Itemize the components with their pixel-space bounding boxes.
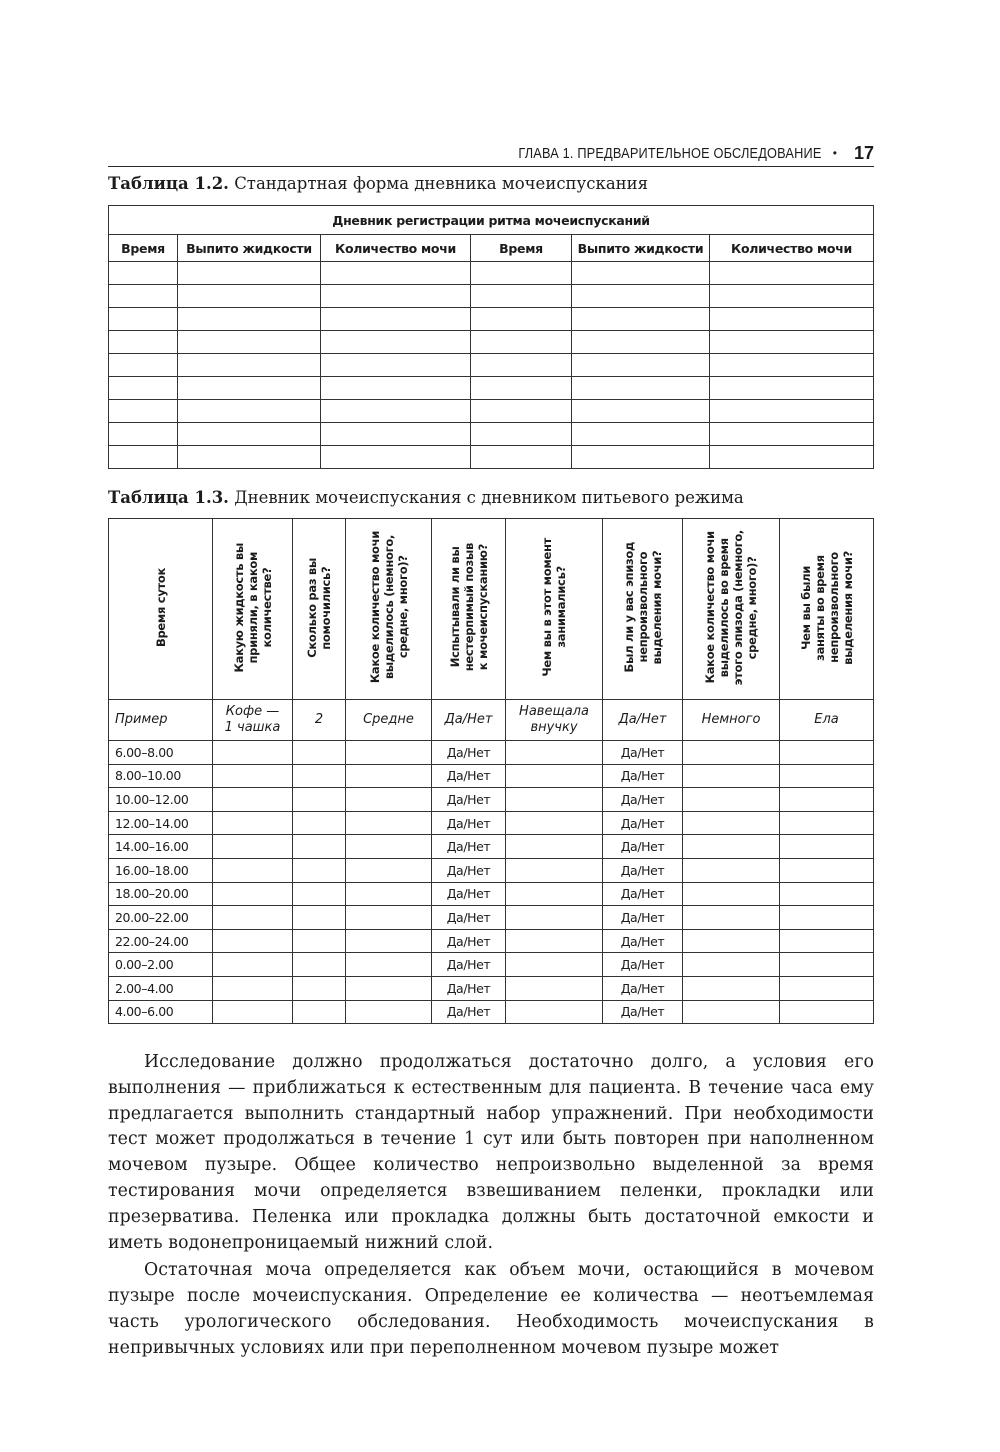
empty-cell: [572, 446, 710, 469]
table-row: [109, 400, 874, 423]
urge-cell: Да/Нет: [432, 1000, 506, 1024]
empty-cell: [780, 764, 874, 788]
t3-col-header-text: Был ли у вас эпизод непроизвольного выделения мочи?: [621, 542, 664, 673]
table-row: [109, 953, 874, 977]
leak-cell: Да/Нет: [603, 764, 683, 788]
empty-cell: [572, 423, 710, 446]
t2-col-header: Выпито жидкости: [178, 235, 321, 262]
table-row: [109, 929, 874, 953]
empty-cell: [178, 400, 321, 423]
table-row: [109, 423, 874, 446]
empty-cell: [213, 811, 293, 835]
table-1-3-caption-text: Дневник мочеиспускания с дневником питьевого режима: [234, 488, 744, 507]
empty-cell: [683, 741, 780, 765]
empty-cell: [710, 423, 874, 446]
empty-cell: [506, 906, 603, 930]
urge-cell: Да/Нет: [432, 953, 506, 977]
empty-cell: [213, 1000, 293, 1024]
paragraph: Исследование должно продолжаться достаточно долго, а условия его выполнения — приближаться к естественным для пациента. В течение часа ему предлагается выполнить стандартный набор упражнений. При необходимости тест может продолжаться в течение 1 сут или быть повторен при наполненном мочевом пузыре. Общее количество непроизвольно выделенной за время тестирования мочи определяется взвешиванием пеленки, прокладки или презерватива. Пеленка или прокладка должны быть достаточной емкости и иметь водонепроницаемый нижний слой.: [108, 1052, 874, 1253]
table-row: [109, 308, 874, 331]
empty-cell: [572, 262, 710, 285]
table-row: [109, 764, 874, 788]
empty-cell: [710, 400, 874, 423]
t3-col-header: [293, 519, 346, 700]
empty-cell: [178, 308, 321, 331]
example-cell: 2: [293, 700, 346, 741]
table-1-2-label: Таблица 1.2.: [108, 174, 229, 193]
t3-col-header: [506, 519, 603, 700]
leak-cell: Да/Нет: [603, 929, 683, 953]
urge-cell: Да/Нет: [432, 858, 506, 882]
body-text: [108, 1050, 874, 1362]
empty-cell: [506, 1000, 603, 1024]
example-cell: Немного: [683, 700, 780, 741]
empty-cell: [293, 811, 346, 835]
t2-col-header: Количество мочи: [710, 235, 874, 262]
empty-cell: [109, 423, 178, 446]
time-cell: 4.00–6.00: [109, 1000, 213, 1024]
empty-cell: [572, 377, 710, 400]
empty-cell: [293, 764, 346, 788]
header-bullet: •: [832, 146, 837, 160]
empty-cell: [178, 377, 321, 400]
empty-cell: [683, 1000, 780, 1024]
table-1-2-caption: [108, 174, 648, 193]
empty-cell: [321, 262, 471, 285]
empty-cell: [710, 354, 874, 377]
empty-cell: [572, 285, 710, 308]
empty-cell: [780, 976, 874, 1000]
empty-cell: [780, 835, 874, 859]
empty-cell: [710, 262, 874, 285]
empty-cell: [506, 929, 603, 953]
table-row: [109, 1000, 874, 1024]
table-1-2-caption-text: Стандартная форма дневника мочеиспускания: [234, 174, 649, 193]
t2-col-header: Время: [471, 235, 572, 262]
empty-cell: [572, 354, 710, 377]
empty-cell: [293, 953, 346, 977]
empty-cell: [780, 882, 874, 906]
empty-cell: [471, 331, 572, 354]
empty-cell: [293, 741, 346, 765]
empty-cell: [178, 423, 321, 446]
empty-cell: [321, 308, 471, 331]
example-cell: Навещала внучку: [506, 700, 603, 741]
empty-cell: [506, 835, 603, 859]
table-1-2-title: Дневник регистрации ритма мочеиспусканий: [109, 206, 874, 235]
empty-cell: [213, 835, 293, 859]
empty-cell: [471, 262, 572, 285]
paragraph: Остаточная моча определяется как объем мочи, остающийся в мочевом пузыре после мочеиспускания. Определение ее количества — неотъемлемая часть урологического обследования. Необходимость мочеиспускания в непривычных условиях или при переполненном мочевом пузыре может: [108, 1260, 874, 1358]
table-row: [109, 446, 874, 469]
empty-cell: [683, 953, 780, 977]
empty-cell: [109, 400, 178, 423]
empty-cell: [346, 764, 432, 788]
empty-cell: [213, 976, 293, 1000]
urge-cell: Да/Нет: [432, 788, 506, 812]
urge-cell: Да/Нет: [432, 764, 506, 788]
t2-col-header: Время: [109, 235, 178, 262]
example-cell: Да/Нет: [603, 700, 683, 741]
empty-cell: [710, 308, 874, 331]
empty-cell: [346, 858, 432, 882]
empty-cell: [293, 788, 346, 812]
empty-cell: [346, 811, 432, 835]
empty-cell: [109, 377, 178, 400]
empty-cell: [683, 906, 780, 930]
time-cell: 2.00–4.00: [109, 976, 213, 1000]
empty-cell: [346, 1000, 432, 1024]
empty-cell: [506, 811, 603, 835]
t3-col-header-text: Сколько раз вы помочились?: [305, 557, 333, 658]
running-head: [108, 140, 874, 167]
empty-cell: [321, 400, 471, 423]
empty-cell: [346, 741, 432, 765]
empty-cell: [683, 929, 780, 953]
empty-cell: [683, 811, 780, 835]
empty-cell: [109, 308, 178, 331]
urge-cell: Да/Нет: [432, 741, 506, 765]
empty-cell: [471, 285, 572, 308]
urge-cell: Да/Нет: [432, 882, 506, 906]
empty-cell: [780, 953, 874, 977]
table-row: [109, 882, 874, 906]
empty-cell: [780, 1000, 874, 1024]
empty-cell: [471, 400, 572, 423]
empty-cell: [346, 882, 432, 906]
t2-col-header: Количество мочи: [321, 235, 471, 262]
empty-cell: [506, 764, 603, 788]
empty-cell: [321, 377, 471, 400]
empty-cell: [683, 858, 780, 882]
empty-cell: [471, 354, 572, 377]
empty-cell: [213, 788, 293, 812]
empty-cell: [213, 953, 293, 977]
urge-cell: Да/Нет: [432, 929, 506, 953]
leak-cell: Да/Нет: [603, 811, 683, 835]
chapter-title: ГЛАВА 1. ПРЕДВАРИТЕЛЬНОЕ ОБСЛЕДОВАНИЕ: [518, 146, 822, 162]
empty-cell: [780, 929, 874, 953]
table-row: [109, 331, 874, 354]
time-cell: 22.00–24.00: [109, 929, 213, 953]
table-row: [109, 262, 874, 285]
empty-cell: [346, 788, 432, 812]
example-cell: Да/Нет: [432, 700, 506, 741]
empty-cell: [506, 976, 603, 1000]
leak-cell: Да/Нет: [603, 976, 683, 1000]
time-cell: 0.00–2.00: [109, 953, 213, 977]
empty-cell: [780, 906, 874, 930]
empty-cell: [683, 835, 780, 859]
table-row: [109, 835, 874, 859]
empty-cell: [109, 262, 178, 285]
urge-cell: Да/Нет: [432, 906, 506, 930]
example-cell: Ела: [780, 700, 874, 741]
empty-cell: [321, 354, 471, 377]
empty-cell: [213, 906, 293, 930]
t2-col-header: Выпито жидкости: [572, 235, 710, 262]
table-1-3: [108, 518, 874, 1024]
time-cell: 18.00–20.00: [109, 882, 213, 906]
table-row: [109, 976, 874, 1000]
empty-cell: [683, 976, 780, 1000]
table-row: [109, 906, 874, 930]
empty-cell: [178, 354, 321, 377]
time-cell: 6.00–8.00: [109, 741, 213, 765]
leak-cell: Да/Нет: [603, 1000, 683, 1024]
empty-cell: [506, 882, 603, 906]
example-cell: Пример: [109, 700, 213, 741]
leak-cell: Да/Нет: [603, 835, 683, 859]
empty-cell: [683, 764, 780, 788]
empty-cell: [710, 331, 874, 354]
empty-cell: [213, 858, 293, 882]
table-1-3-label: Таблица 1.3.: [108, 488, 229, 507]
empty-cell: [710, 377, 874, 400]
t3-col-header-text: Какую жидкость вы приняли, в каком количестве?: [231, 542, 274, 673]
t3-col-header-text: Какое количество мочи выделилось (немного, средне, много)?: [367, 531, 410, 684]
empty-cell: [471, 377, 572, 400]
empty-cell: [506, 858, 603, 882]
empty-cell: [572, 308, 710, 331]
time-cell: 12.00–14.00: [109, 811, 213, 835]
empty-cell: [109, 285, 178, 308]
empty-cell: [346, 906, 432, 930]
t3-col-header: [683, 519, 780, 700]
table-1-2: [108, 205, 874, 469]
t3-col-header-text: Чем вы были заняты во время непроизвольного выделения мочи?: [798, 550, 855, 665]
empty-cell: [321, 446, 471, 469]
empty-cell: [683, 788, 780, 812]
empty-cell: [293, 906, 346, 930]
urge-cell: Да/Нет: [432, 835, 506, 859]
t3-col-header-text: Испытывали ли вы нестерпимый позыв к мочеиспусканию?: [447, 543, 490, 672]
leak-cell: Да/Нет: [603, 788, 683, 812]
urge-cell: Да/Нет: [432, 811, 506, 835]
table-row: [109, 811, 874, 835]
example-cell: Средне: [346, 700, 432, 741]
leak-cell: Да/Нет: [603, 906, 683, 930]
empty-cell: [780, 858, 874, 882]
empty-cell: [213, 764, 293, 788]
empty-cell: [346, 953, 432, 977]
empty-cell: [506, 788, 603, 812]
t3-col-header: [346, 519, 432, 700]
t3-col-header: [109, 519, 213, 700]
empty-cell: [346, 976, 432, 1000]
table-row: [109, 377, 874, 400]
t3-col-header: [603, 519, 683, 700]
time-cell: 16.00–18.00: [109, 858, 213, 882]
empty-cell: [506, 741, 603, 765]
leak-cell: Да/Нет: [603, 741, 683, 765]
urge-cell: Да/Нет: [432, 976, 506, 1000]
leak-cell: Да/Нет: [603, 953, 683, 977]
empty-cell: [572, 331, 710, 354]
empty-cell: [178, 262, 321, 285]
empty-cell: [780, 741, 874, 765]
empty-cell: [213, 882, 293, 906]
empty-cell: [710, 446, 874, 469]
empty-cell: [471, 446, 572, 469]
time-cell: 8.00–10.00: [109, 764, 213, 788]
table-row: [109, 285, 874, 308]
empty-cell: [346, 929, 432, 953]
empty-cell: [572, 400, 710, 423]
empty-cell: [293, 929, 346, 953]
empty-cell: [293, 835, 346, 859]
time-cell: 10.00–12.00: [109, 788, 213, 812]
example-cell: Кофе — 1 чашка: [213, 700, 293, 741]
empty-cell: [293, 858, 346, 882]
empty-cell: [780, 811, 874, 835]
time-cell: 20.00–22.00: [109, 906, 213, 930]
t3-col-header: [213, 519, 293, 700]
t3-col-header-text: Время суток: [153, 568, 168, 647]
empty-cell: [293, 1000, 346, 1024]
empty-cell: [293, 882, 346, 906]
empty-cell: [321, 285, 471, 308]
table-1-3-caption: [108, 488, 744, 507]
empty-cell: [346, 835, 432, 859]
empty-cell: [293, 976, 346, 1000]
t3-col-header-text: Какое количество мочи выделилось во время этого эпизода (немного, средне, много)?: [703, 529, 759, 686]
empty-cell: [321, 331, 471, 354]
empty-cell: [109, 446, 178, 469]
empty-cell: [506, 953, 603, 977]
t3-col-header: [432, 519, 506, 700]
time-cell: 14.00–16.00: [109, 835, 213, 859]
empty-cell: [109, 331, 178, 354]
empty-cell: [683, 882, 780, 906]
empty-cell: [780, 788, 874, 812]
empty-cell: [213, 929, 293, 953]
table-row: [109, 788, 874, 812]
t3-col-header-text: Чем вы в этот момент занимались?: [540, 538, 568, 677]
empty-cell: [178, 446, 321, 469]
empty-cell: [178, 331, 321, 354]
leak-cell: Да/Нет: [603, 858, 683, 882]
table-row: [109, 858, 874, 882]
empty-cell: [213, 741, 293, 765]
empty-cell: [321, 423, 471, 446]
empty-cell: [471, 423, 572, 446]
empty-cell: [710, 285, 874, 308]
empty-cell: [471, 308, 572, 331]
table-row: [109, 354, 874, 377]
t3-col-header: [780, 519, 874, 700]
page-number: 17: [853, 143, 874, 163]
empty-cell: [178, 285, 321, 308]
leak-cell: Да/Нет: [603, 882, 683, 906]
table-row: [109, 741, 874, 765]
empty-cell: [109, 354, 178, 377]
